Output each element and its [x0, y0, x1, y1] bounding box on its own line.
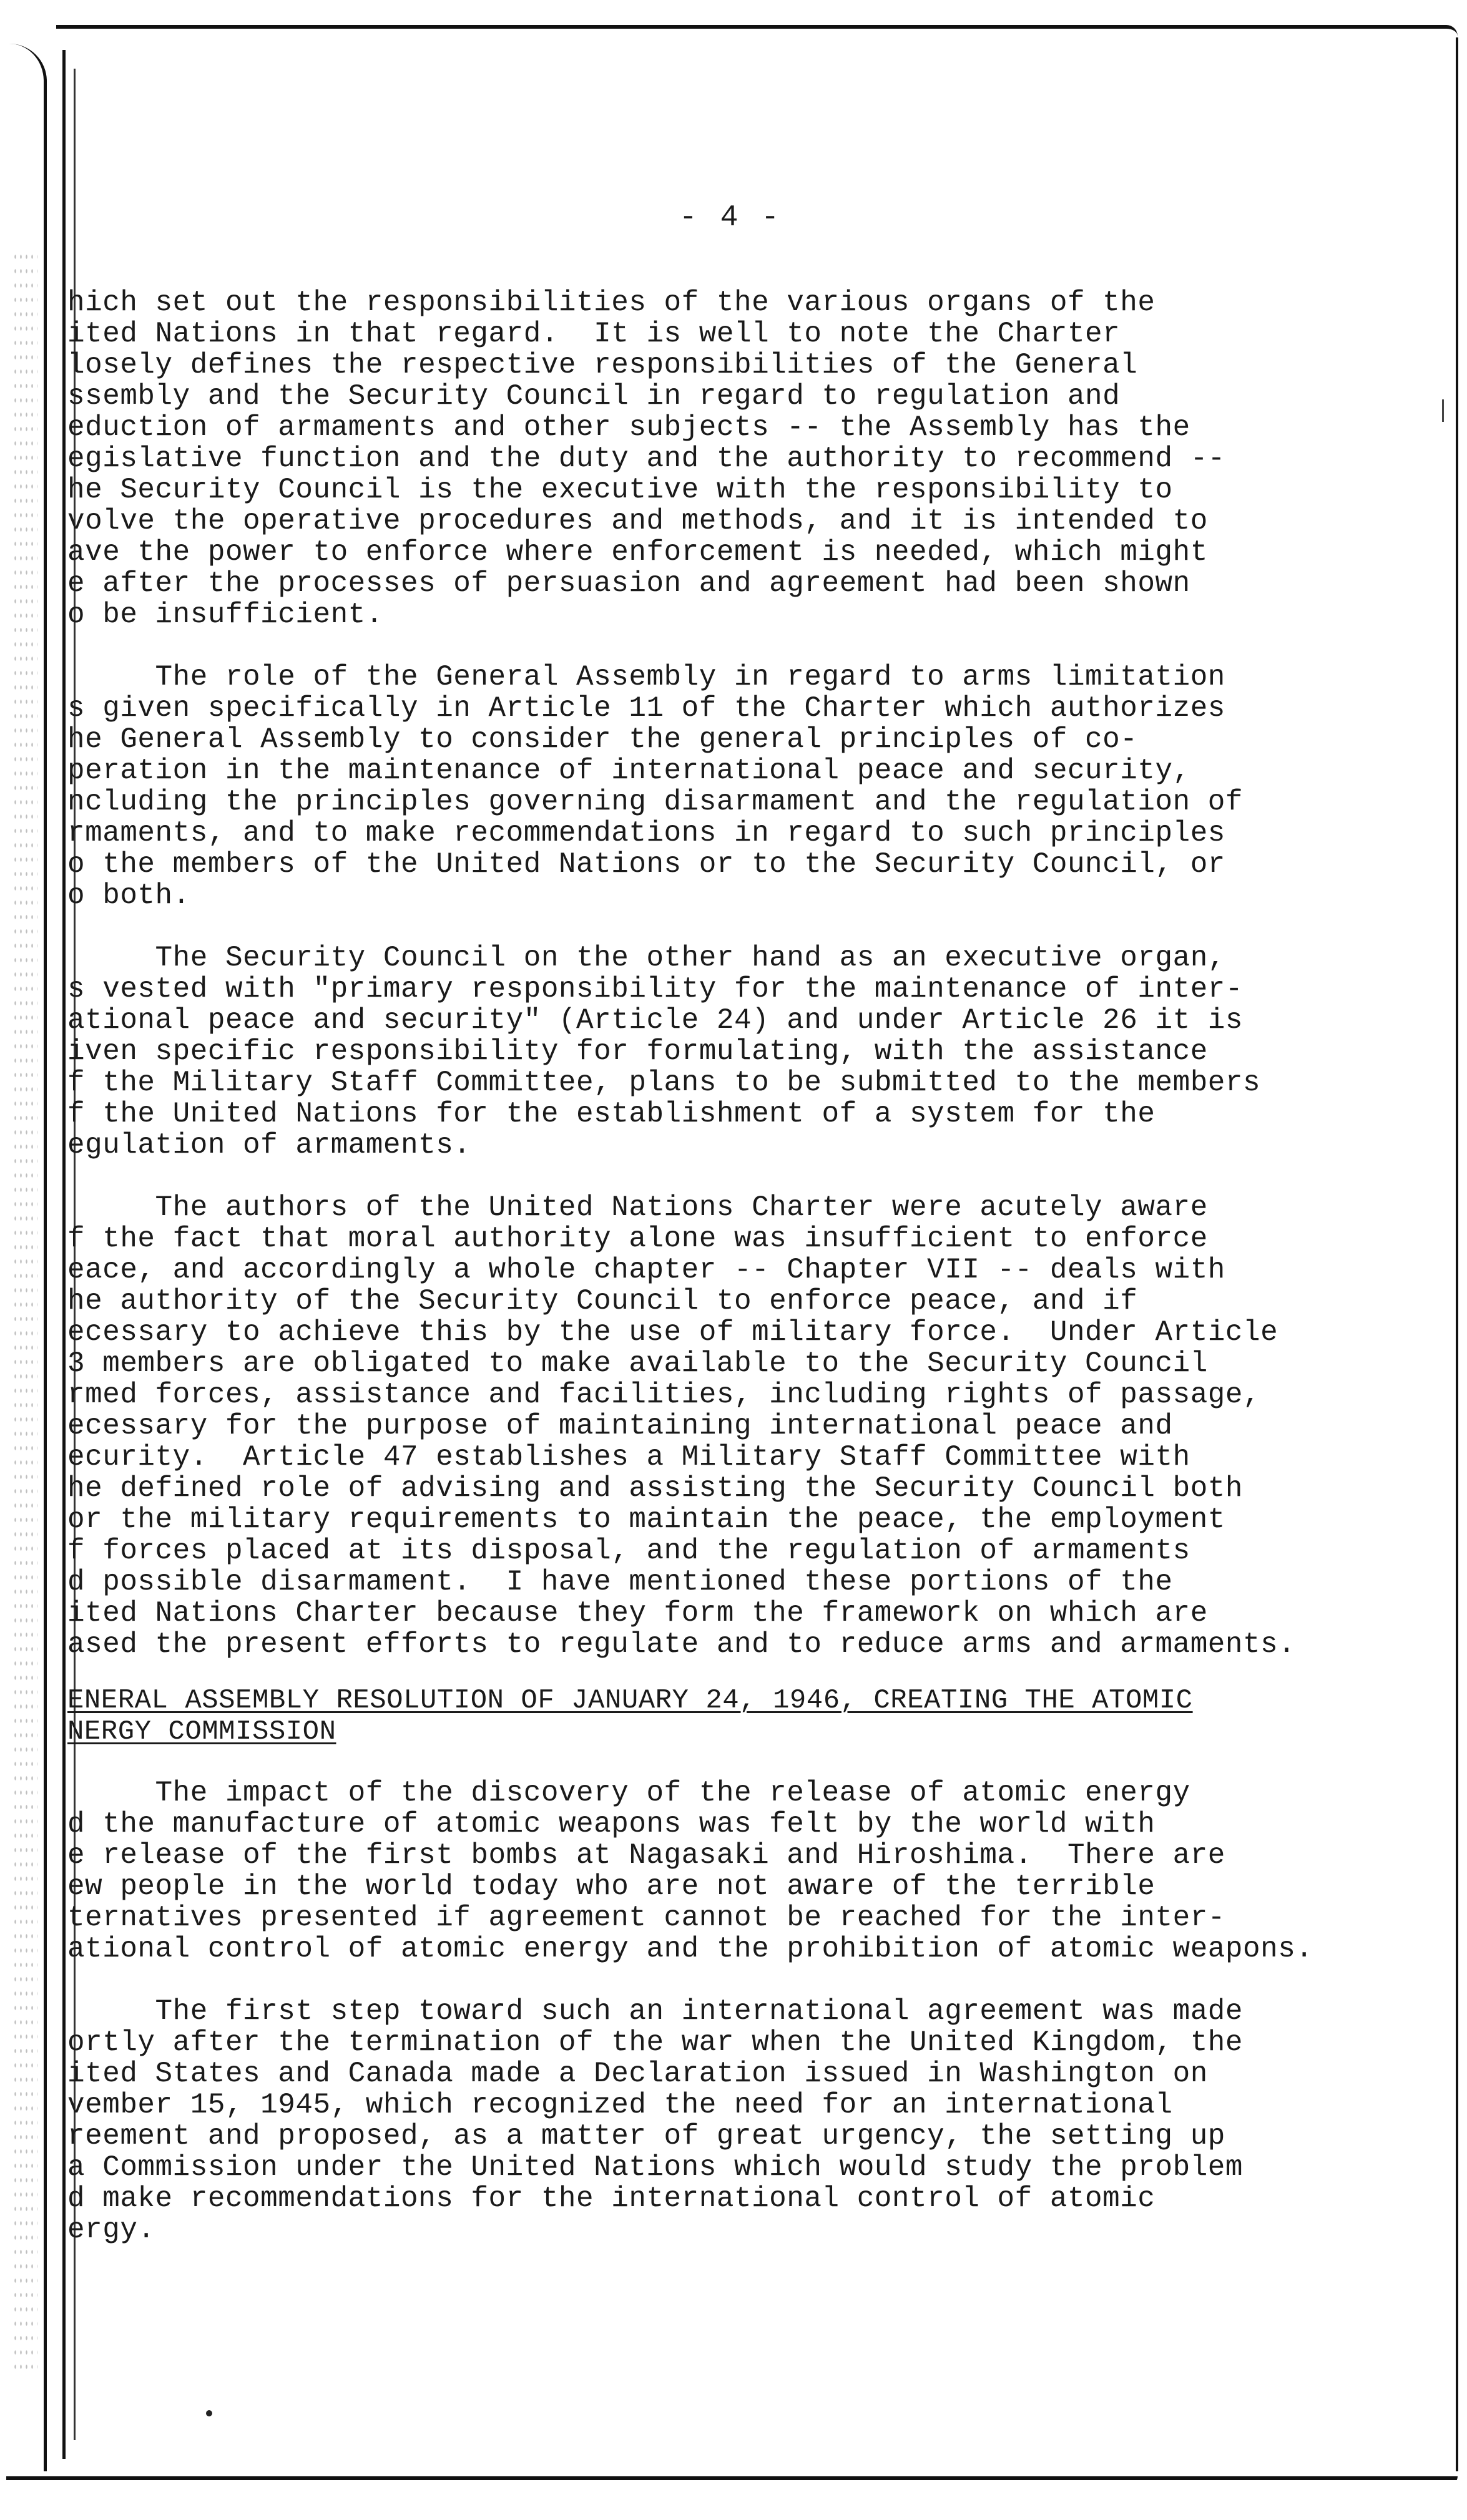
section-heading	[67, 1685, 1447, 1747]
paragraph: hich set out the responsibilities of the various organs of the ited Nations in that regard. It is well to note the Charter losely defines the respective responsibilities of the General ssembly and the Security Council in regard to regulation and eduction of armaments and other subjects -- the Assembly has the egislative function and the duty and the authority to recommend -- he Security Council is the executive with the responsibility to volve the operative procedures and methods, and it is intended to ave the power to enforce where enforcement is needed, which might e after the processes of persuasion and agreement had been shown o be insufficient.	[67, 286, 1225, 631]
paragraph: The first step toward such an international agreement was made ortly after the termination of the war when the United Kingdom, the ited States and Canada made a Declaration issued in Washington on vember 15, 1945, which recognized the need for an international reement and proposed, as a matter of great urgency, the setting up a Commission under the United Nations which would study the problem d make recommendations for the international control of atomic ergy.	[67, 1995, 1244, 2246]
stray-dot	[206, 2410, 212, 2416]
document-body	[67, 287, 1447, 2277]
page-frame-top	[56, 25, 1458, 36]
section-heading-line: ENERAL ASSEMBLY RESOLUTION OF JANUARY 24, 1946, CREATING THE ATOMIC	[67, 1685, 1193, 1716]
section-heading-line: NERGY COMMISSION	[67, 1716, 336, 1747]
binding-specks	[12, 250, 37, 2371]
page-frame-bottom	[6, 2476, 1458, 2485]
paragraph: The impact of the discovery of the release of atomic energy d the manufacture of atomic weapons was felt by the world with e release of the first bombs at Nagasaki and Hiroshima. There are ew people in the world today who are not aware of the terrible ternatives presented if agreement cannot be reached for the inter- ational control of atomic energy and the prohibition of atomic weapons.	[67, 1777, 1313, 1965]
paragraph: The Security Council on the other hand as an executive organ, s vested with "primary responsibility for the maintenance of inter- ational peace and security" (Article 24) and under Article 26 it is iven specific responsibility for formulating, with the assistance f the Military Staff Committee, plans to be submitted to the members f the United Nations for the establishment of a system for the egulation of armaments.	[67, 942, 1261, 1161]
paragraph: The role of the General Assembly in regard to arms limitation s given specifically in Article 11 of the Charter which authorizes he General Assembly to consider the general principles of co- peration in the maintenance of international peace and security, ncluding the principles governing disarmament and the regulation of rmaments, and to make recommendations in regard to such principles o the members of the United Nations or to the Security Council, or o both.	[67, 661, 1244, 912]
page-frame-right	[1456, 37, 1458, 2471]
page-number: - 4 -	[679, 201, 782, 235]
paragraph: The authors of the United Nations Charter were acutely aware f the fact that moral authority alone was insufficient to enforce eace, and accordingly a whole chapter -- Chapter VII -- deals with he authority of the Security Council to enforce peace, and if ecessary to achieve this by the use of military force. Under Article 3 members are obligated to make available to the Security Council rmed forces, assistance and facilities, including rights of passage, ecessary for the purpose of maintaining international peace and ecurity. Article 47 establishes a Military Staff Committee with he defined role of advising and assisting the Security Council both or the military requirements to maintain the peace, the employment f forces placed at its disposal, and the regulation of armaments d possible disarmament. I have mentioned these portions of the ited Nations Charter because they form the framework on which are ased the present efforts to regulate and to reduce arms and armaments.	[67, 1191, 1296, 1661]
margin-rule	[62, 50, 66, 2459]
